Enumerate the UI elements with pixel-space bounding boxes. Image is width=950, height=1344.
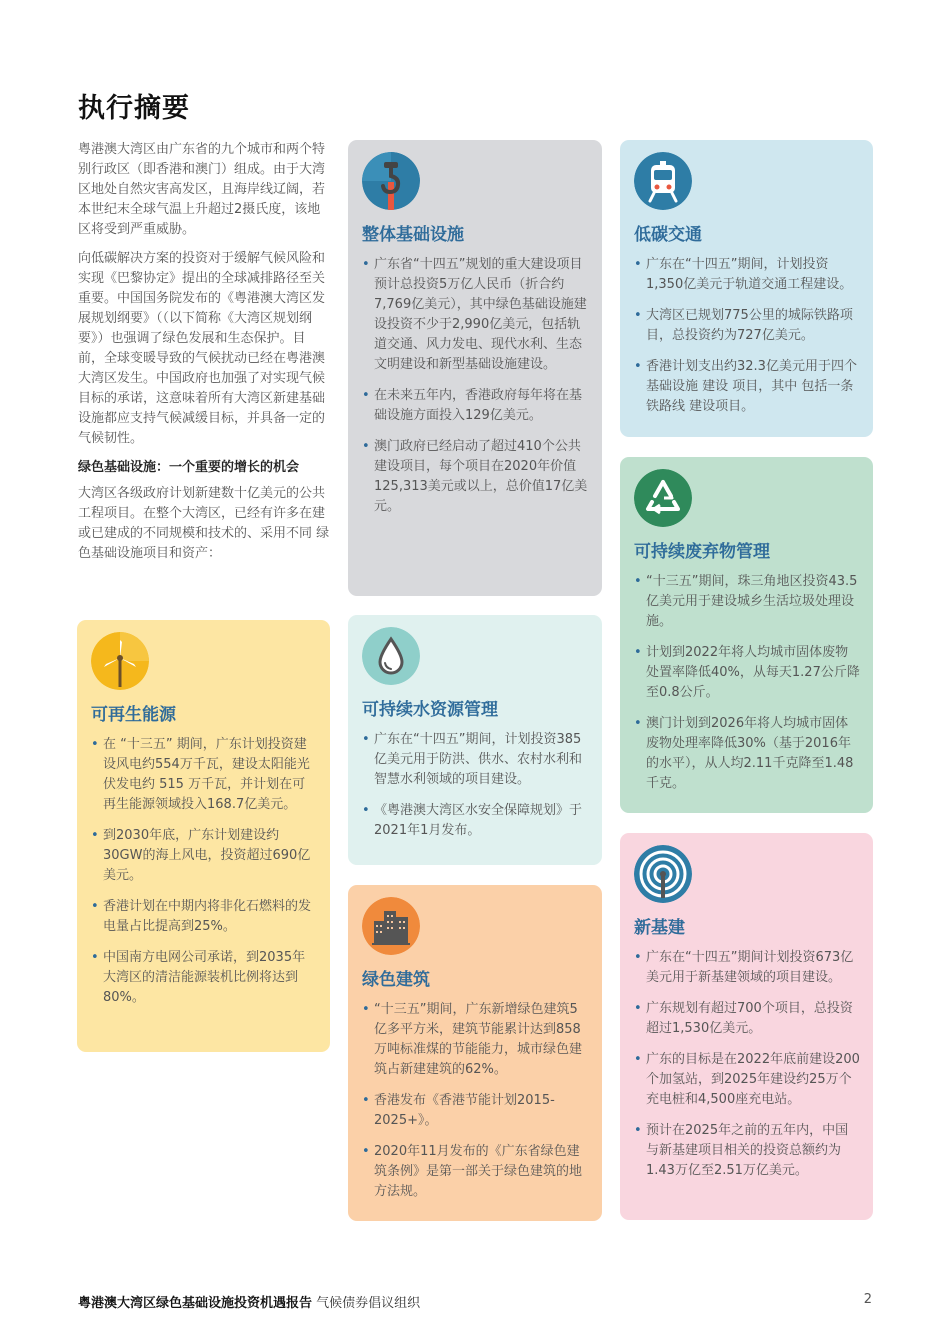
list-item: • 2020年11月发布的《广东省绿色建筑条例》是第一部关于绿色建筑的地方法规。 (362, 1142, 590, 1202)
card-list (360, 255, 590, 517)
list-item: • 广东的目标是在2022年底前建设200个加氢站，到2025年建设约25万个充电桩和4,500座充电站。 (634, 1050, 861, 1110)
card-title: 新基建 (634, 918, 685, 938)
building-icon (362, 897, 420, 955)
list-item: • 广东在“十四五”期间计划投资673亿美元用于新基建领域的项目建设。 (634, 948, 861, 988)
card-list (632, 948, 861, 1181)
signal-tower-icon (634, 845, 692, 903)
list-item: • 中国南方电网公司承诺，到2035年大湾区的清洁能源装机比例将达到80%。 (91, 948, 318, 1008)
intro-subheading: 绿色基础设施：一个重要的增长的机会 (78, 460, 300, 475)
page-footer (78, 1292, 420, 1311)
card-list (360, 730, 590, 841)
page-title: 执行摘要 (78, 93, 190, 124)
intro-paragraph: 大湾区各级政府计划新建数十亿美元的公共工程项目。在整个大湾区，已经有许多在建或已建成的不同规模和技术的、采用不同 绿色基础设施项目和资产： (78, 486, 330, 561)
list-item: • 计划到2022年将人均城市固体废物处置率降低40%，从每天1.27公斤降至0.8公斤。 (634, 643, 861, 703)
water-drop-icon (362, 627, 420, 685)
card-title: 可再生能源 (91, 705, 176, 725)
card-sustainable-water (348, 615, 602, 865)
list-item: • 预计在2025年之前的五年内，中国与新基建项目相关的投资总额约为1.43万亿至2.51万亿美元。 (634, 1121, 861, 1181)
list-item: • 香港计划支出约32.3亿美元用于四个基础设施 建设 项目，其中 包括一条铁路线 建设项目。 (634, 357, 861, 417)
page-number: 2 (863, 1292, 872, 1307)
list-item: • 大湾区已规划775公里的城际铁路项目，总投资约为727亿美元。 (634, 306, 861, 346)
list-item: • 广东在“十四五”期间，计划投资385亿美元用于防洪、供水、农村水利和智慧水利领域的项目建设。 (362, 730, 590, 790)
card-low-carbon-transport (620, 140, 873, 437)
list-item: • 澳门政府已经启动了超过410个公共建设项目，每个项目在2020年价值125,313美元或以上，总价值17亿美元。 (362, 437, 590, 517)
list-item: • 在 “十三五” 期间，广东计划投资建设风电约554万千瓦，建设太阳能光伏发电约 515 万千瓦，并计划在可再生能源领域投入168.7亿美元。 (91, 735, 318, 815)
card-new-infrastructure (620, 833, 873, 1220)
list-item: • “十三五”期间，珠三角地区投资43.5亿美元用于建设城乡生活垃圾处理设施。 (634, 572, 861, 632)
footer-report-title: 粤港澳大湾区绿色基础设施投资机遇报告 (78, 1296, 313, 1311)
card-sustainable-waste (620, 457, 873, 813)
train-icon (634, 152, 692, 210)
crane-hook-icon (362, 152, 420, 210)
card-title: 整体基础设施 (362, 225, 464, 245)
recycle-icon (634, 469, 692, 527)
intro-paragraph: 粤港澳大湾区由广东省的九个城市和两个特别行政区（即香港和澳门）组成。由于大湾区地处自然灾害高发区，且海岸线辽阔，若本世纪末全球气温上升超过2摄氏度，该地区将受到严重威胁。 (78, 142, 326, 237)
list-item: • 到2030年底，广东计划建设约30GW的海上风电，投资超过690亿美元。 (91, 826, 318, 886)
card-list (360, 1000, 590, 1202)
list-item: • 广东规划有超过700个项目，总投资超过1,530亿美元。 (634, 999, 861, 1039)
wind-turbine-icon (91, 632, 149, 690)
intro-paragraph: 向低碳解决方案的投资对于缓解气候风险和实现《巴黎协定》提出的全球减排路径至关重要。中国国务院发布的《粤港澳大湾区发展规划纲要》（（以下简称《大湾区规划纲要》）也强调了绿色发展和生态保护。目前，全球变暖导致的气候扰动已经在粤港澳大湾区发生。中国政府也加强了对实现气候目标的承诺，这意味着所有大湾区新建基础设施都应支持气候减缓目标，并具备一定的气候韧性。 (78, 251, 326, 446)
intro-section (78, 140, 330, 573)
list-item: • 香港发布《香港节能计划2015-2025+》。 (362, 1091, 590, 1131)
card-title: 低碳交通 (634, 225, 702, 245)
list-item: • 在未来五年内，香港政府每年将在基础设施方面投入129亿美元。 (362, 386, 590, 426)
list-item: • 澳门计划到2026年将人均城市固体废物处理率降低30%（基于2016年的水平），从人均2.11千克降至1.48千克。 (634, 714, 861, 794)
card-list (632, 572, 861, 794)
list-item: • 广东省“十四五”规划的重大建设项目预计总投资5万亿人民币（折合约7,769亿美元），其中绿色基础设施建设投资不少于2,990亿美元，包括轨道交通、风力发电、现代水利、生态文明建设和新型基础设施建设。 (362, 255, 590, 375)
card-list (89, 735, 318, 1008)
footer-org: 气候债券倡议组织 (316, 1296, 421, 1311)
card-renewable-energy (77, 620, 330, 1052)
card-green-building (348, 885, 602, 1221)
card-title: 可持续水资源管理 (362, 700, 498, 720)
list-item: • 广东在“十四五”期间，计划投资1,350亿美元于轨道交通工程建设。 (634, 255, 861, 295)
list-item: • 香港计划在中期内将非化石燃料的发电量占比提高到25%。 (91, 897, 318, 937)
card-title: 可持续废弃物管理 (634, 542, 770, 562)
list-item: • “十三五”期间，广东新增绿色建筑5亿多平方米，建筑节能累计达到858万吨标准煤的节能能力，城市绿色建筑占新建建筑的62%。 (362, 1000, 590, 1080)
card-list (632, 255, 861, 417)
list-item: • 《粤港澳大湾区水安全保障规划》于2021年1月发布。 (362, 801, 590, 841)
card-title: 绿色建筑 (362, 970, 430, 990)
card-overall-infrastructure (348, 140, 602, 596)
